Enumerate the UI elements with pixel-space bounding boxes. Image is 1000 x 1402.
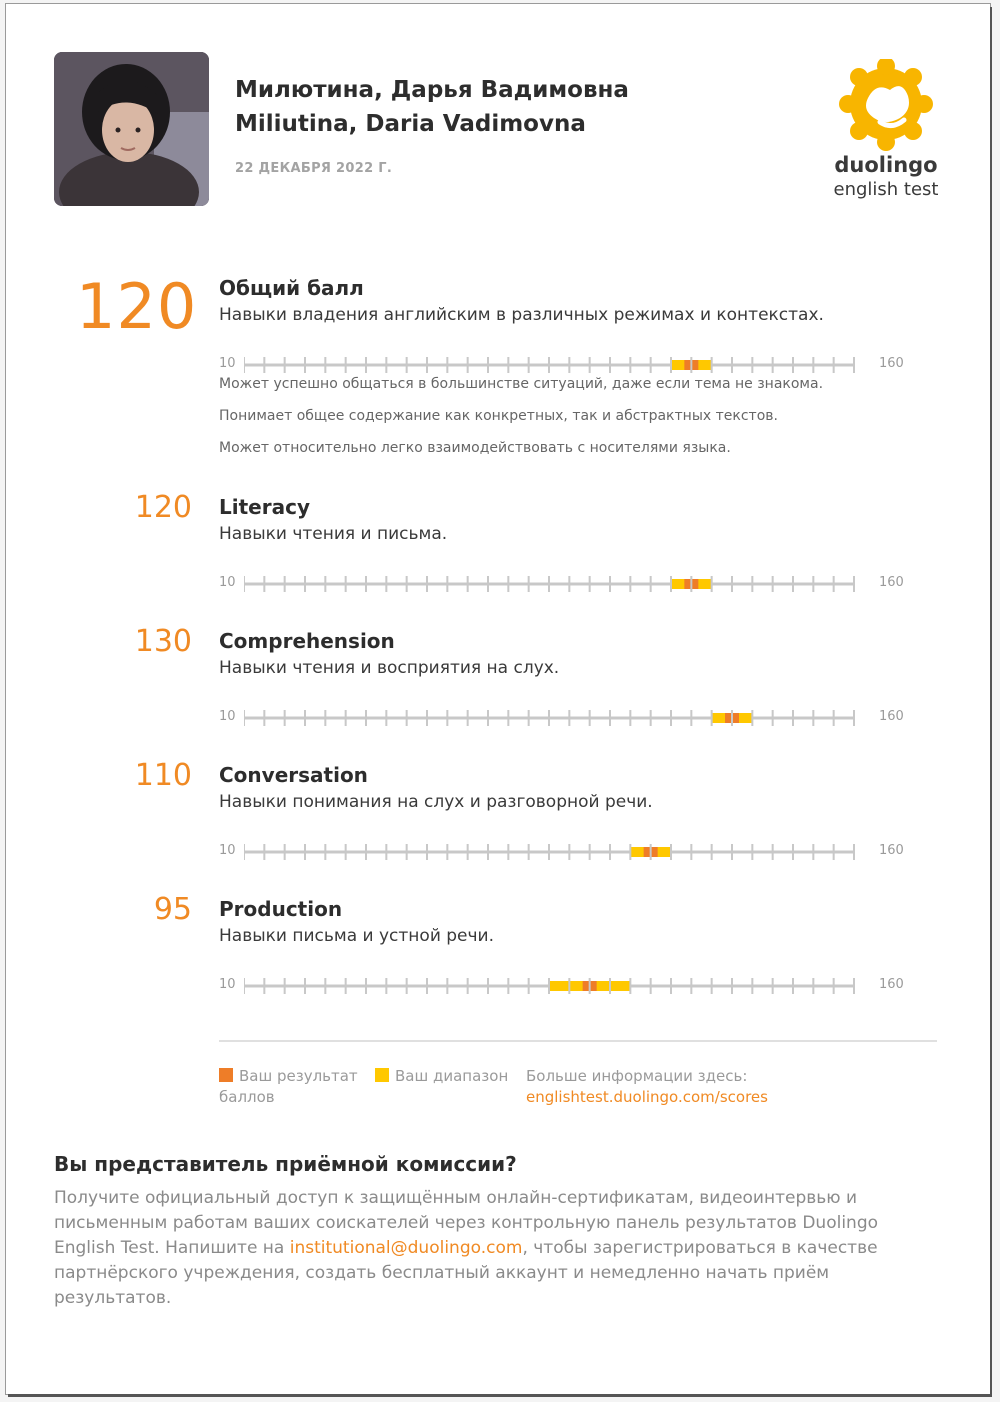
score-scale (219, 707, 919, 729)
logo-wordmark: duolingo (834, 153, 938, 177)
literacy-score: 120 (134, 490, 192, 525)
divider (219, 1040, 937, 1042)
scale-bar (244, 975, 856, 997)
scale-bar (244, 841, 856, 863)
duolingo-logo (826, 59, 956, 209)
overall-title: Общий балл (219, 276, 364, 300)
institutions-title: Вы представитель приёмной комиссии? (54, 1152, 517, 1176)
more-info-link[interactable]: englishtest.duolingo.com/scores (526, 1088, 768, 1106)
scale-min-label: 10 (219, 709, 236, 724)
range-swatch (375, 1068, 389, 1082)
institutions-text-1: Получите официальный доступ к защищённым онлайн-сертификатам, видеоинтервью и письменным работам ваших соискателей через контрольную панель результатов Duolingo English Test. Напишите на (54, 1188, 879, 1258)
legend-range-label: Ваш диапазон (395, 1067, 509, 1085)
conversation-title: Conversation (219, 763, 368, 787)
scale-max-label: 160 (879, 709, 904, 724)
literacy-title: Literacy (219, 495, 310, 519)
candidate-name-en: Miliutina, Daria Vadimovna (235, 111, 586, 137)
conversation-description: Навыки понимания на слух и разговорной речи. (219, 792, 653, 812)
scale-bar (244, 573, 856, 595)
comprehension-description: Навыки чтения и восприятия на слух. (219, 658, 560, 678)
literacy-description: Навыки чтения и письма. (219, 524, 448, 544)
scale-max-label: 160 (879, 977, 904, 992)
candidate-photo (54, 52, 209, 206)
overall-score: 120 (76, 270, 198, 343)
overall-note: Может относительно легко взаимодействовать с носителями языка. (219, 440, 731, 456)
logo-subtitle: english test (833, 179, 939, 200)
score-scale (219, 573, 919, 595)
legend-result-label-2: баллов (219, 1088, 275, 1106)
scale-min-label: 10 (219, 575, 236, 590)
more-info-text: Больше информации здесь: (526, 1067, 748, 1085)
conversation-score: 110 (134, 758, 192, 793)
legend-range (375, 1066, 508, 1087)
score-report-page (6, 4, 990, 1394)
institutions-text-2: , чтобы зарегистрироваться в качестве партнёрского учреждения, создать бесплатный аккаунт и немедленно начать приём результатов. (54, 1238, 878, 1308)
institutions-body (54, 1186, 904, 1311)
scale-max-label: 160 (879, 575, 904, 590)
overall-note: Может успешно общаться в большинстве ситуаций, даже если тема не знакома. (219, 376, 824, 392)
scale-min-label: 10 (219, 356, 236, 371)
score-scale (219, 354, 919, 376)
legend-more-info (526, 1066, 768, 1108)
scale-min-label: 10 (219, 843, 236, 858)
production-description: Навыки письма и устной речи. (219, 926, 495, 946)
candidate-name-ru: Милютина, Дарья Вадимовна (235, 77, 629, 103)
production-title: Production (219, 897, 343, 921)
legend-result (219, 1066, 369, 1108)
comprehension-title: Comprehension (219, 629, 395, 653)
institutions-email-link[interactable]: institutional@duolingo.com (289, 1238, 523, 1258)
scale-bar (244, 707, 856, 729)
test-date: 22 ДЕКАБРЯ 2022 Г. (235, 161, 393, 176)
scale-max-label: 160 (879, 843, 904, 858)
legend-result-label: Ваш результат (239, 1067, 358, 1085)
scale-bar (244, 354, 856, 376)
overall-description: Навыки владения английским в различных режимах и контекстах. (219, 305, 824, 325)
scale-min-label: 10 (219, 977, 236, 992)
result-swatch (219, 1068, 233, 1082)
duolingo-owl-logo-icon (826, 59, 946, 151)
score-scale (219, 975, 919, 997)
scale-max-label: 160 (879, 356, 904, 371)
overall-note: Понимает общее содержание как конкретных, так и абстрактных текстов. (219, 408, 778, 424)
comprehension-score: 130 (134, 624, 192, 659)
production-score: 95 (153, 892, 192, 927)
score-scale (219, 841, 919, 863)
